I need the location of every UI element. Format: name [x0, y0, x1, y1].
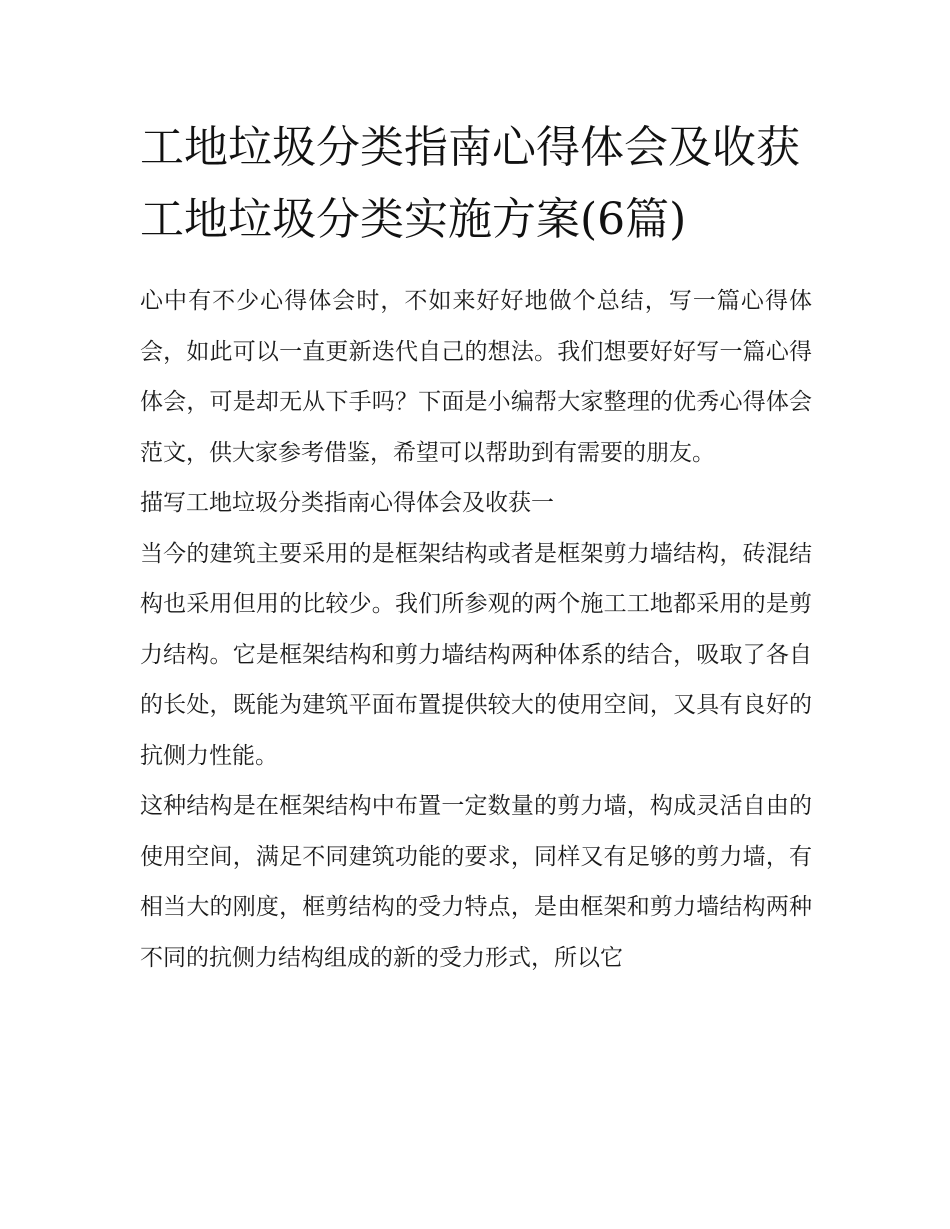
section-heading: 描写工地垃圾分类指南心得体会及收获一 [140, 490, 554, 516]
document-title: 工地垃圾分类指南心得体会及收获 工地垃圾分类实施方案(6篇) [140, 122, 800, 245]
document-body [140, 112, 812, 983]
body-paragraph: 当今的建筑主要采用的是框架结构或者是框架剪力墙结构，砖混结构也采用但用的比较少。我们所参观的两个施工工地都采用的是剪力结构。它是框架结构和剪力墙结构两种体系的结合，吸取了各自的长处，既能为建筑平面布置提供较大的使用空间，又具有良好的抗侧力性能。 [140, 540, 812, 769]
body-paragraph: 这种结构是在框架结构中布置一定数量的剪力墙，构成灵活自由的使用空间，满足不同建筑功能的要求，同样又有足够的剪力墙，有相当大的刚度，框剪结构的受力特点，是由框架和剪力墙结构两种不同的抗侧力结构组成的新的受力形式，所以它 [140, 793, 812, 971]
intro-paragraph: 心中有不少心得体会时，不如来好好地做个总结，写一篇心得体会，如此可以一直更新迭代自己的想法。我们想要好好写一篇心得体会，可是却无从下手吗？下面是小编帮大家整理的优秀心得体会范文，供大家参考借鉴，希望可以帮助到有需要的朋友。 [140, 288, 812, 466]
